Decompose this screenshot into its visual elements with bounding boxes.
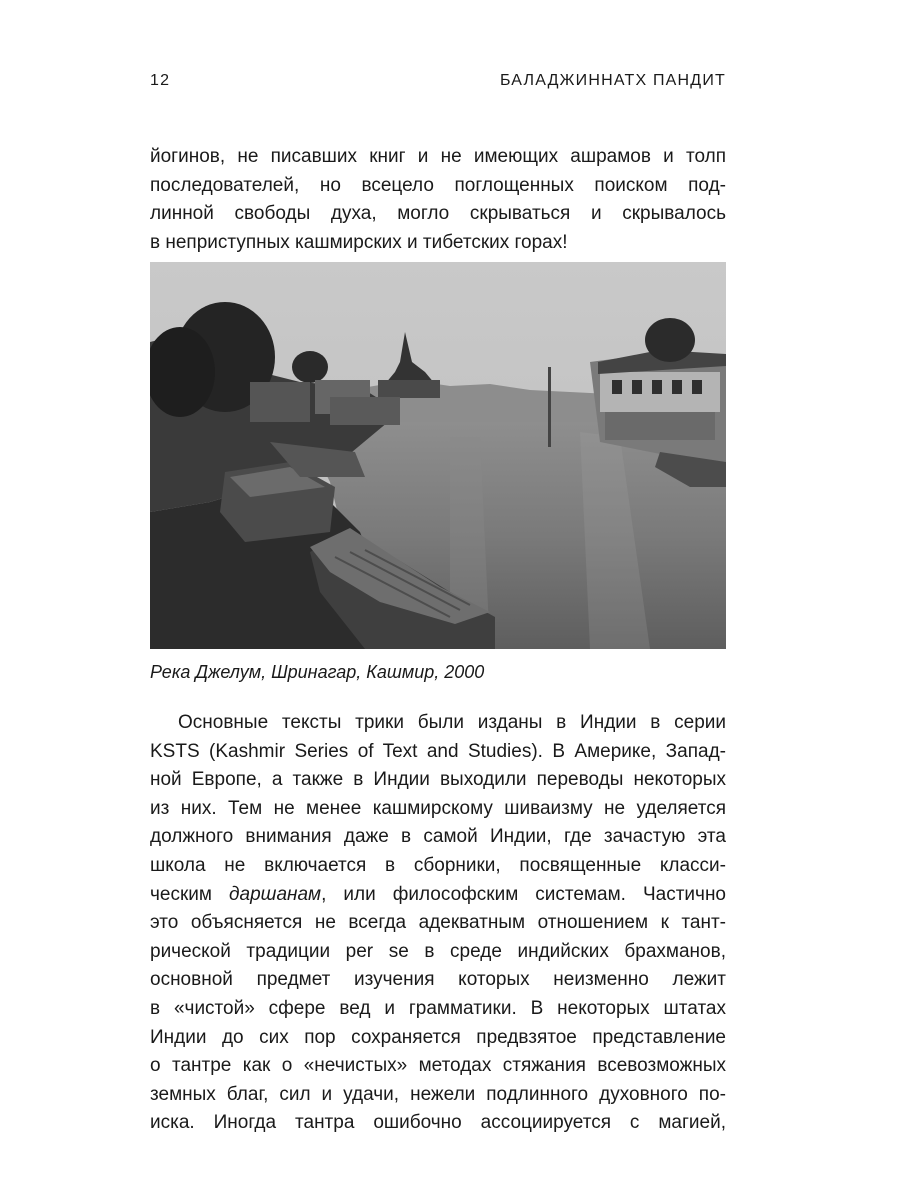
text-line: из них. Тем не менее кашмирскому шиваизму не уделяется — [150, 797, 726, 819]
running-title: БАЛАДЖИННАТХ ПАНДИТ — [499, 72, 726, 89]
text-line: Основные тексты трики были изданы в Индии в серии — [178, 712, 726, 733]
figure-caption: Река Джелум, Шринагар, Кашмир, 2000 — [150, 662, 485, 682]
text-fragment: ческим — [150, 883, 212, 905]
text-line: школа не включается в сборники, посвященные класси- — [150, 854, 726, 876]
text-line: о тантре как о «нечистых» методах стяжания всевозможных — [150, 1055, 726, 1077]
text-line: это объясняется не всегда адекватным отношением к тант- — [150, 912, 726, 934]
text-line: в неприступных кашмирских и тибетских горах! — [150, 231, 568, 253]
text-line: KSTS (Kashmir Series of Text and Studies). В Америке, Запад- — [150, 740, 726, 762]
page-number: 12 — [150, 72, 171, 89]
text-line: йогинов, не писавших книг и не имеющих ашрамов и толп — [150, 146, 726, 167]
text-line: рической традиции per se в среде индийских брахманов, — [150, 940, 726, 962]
intro-paragraph — [150, 143, 726, 257]
running-head — [150, 72, 726, 98]
text-line: последователей, но всецело поглощенных поиском под- — [150, 174, 726, 196]
body-paragraph — [150, 709, 726, 1138]
text-line: ной Европе, а также в Индии выходили переводы некоторых — [150, 769, 726, 791]
emphasis-term: даршанам — [229, 883, 322, 905]
photo-illustration — [150, 262, 726, 649]
river-photo — [150, 262, 726, 649]
text-line: Индии до сих пор сохраняется предвзятое представление — [150, 1026, 726, 1048]
text-line: линной свободы духа, могло скрываться и скрывалось — [150, 203, 726, 225]
text-line — [150, 881, 726, 910]
text-line: иска. Иногда тантра ошибочно ассоциируется с магией, — [150, 1112, 726, 1134]
text-line: основной предмет изучения которых неизменно лежит — [150, 969, 726, 991]
text-line: должного внимания даже в самой Индии, где зачастую эта — [150, 826, 726, 848]
text-fragment: , или философским системам. Частично — [321, 883, 727, 905]
text-line: в «чистой» сфере вед и грамматики. В некоторых штатах — [150, 997, 726, 1019]
text-line: земных благ, сил и удачи, нежели подлинного духовного по- — [150, 1083, 726, 1105]
